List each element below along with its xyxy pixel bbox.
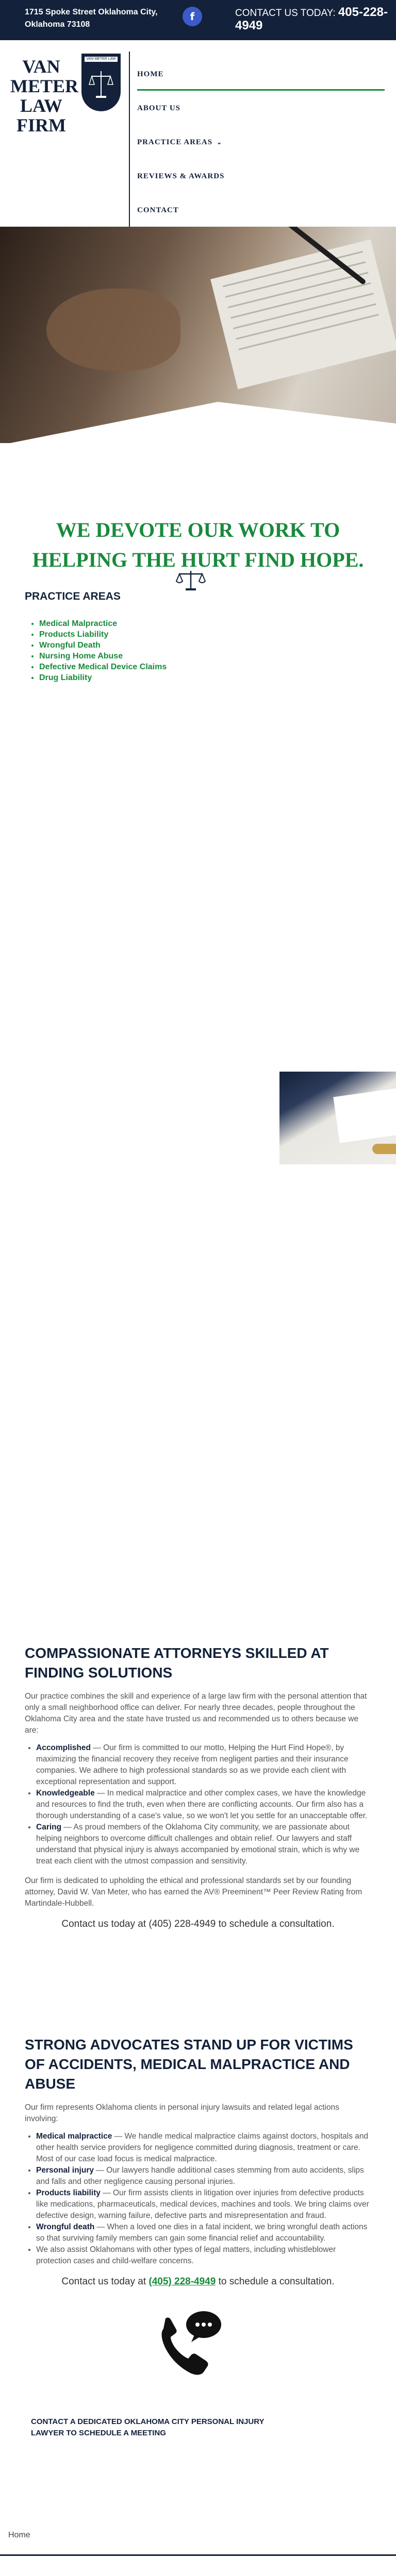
practice-area-item: • Defective Medical Device Claims xyxy=(39,662,256,672)
practice-areas-title: PRACTICE AREAS xyxy=(25,590,121,602)
hero-image xyxy=(0,227,396,443)
practice-area-item: • Wrongful Death xyxy=(39,640,256,651)
header-divider xyxy=(129,52,130,247)
list-item: • Knowledgeable — In medical malpractice and other complex cases, we have the knowledge and resources to find the truth, even when there are conflicting accounts. Our firm also has a thorough understanding of a case's value, so we won't let you settle for an unacceptable offer. xyxy=(36,1788,371,1822)
practice-area-item: • Medical Malpractice xyxy=(39,618,256,629)
section-intro: Our practice combines the skill and experience of a large law firm with the personal attention that only a small neighborhood office can deliver. For nearly three decades, people throughout the Oklahoma City area and the state have trusted us and recommended us to others because we are: xyxy=(25,1692,367,1735)
nav-practice-areas[interactable]: PRACTICE AREAS ⌄ xyxy=(137,138,223,146)
footer-nav-about-us[interactable] xyxy=(0,2568,396,2576)
nav-reviews-awards[interactable]: REVIEWS & AWARDS xyxy=(137,172,225,180)
phone-chat-icon xyxy=(152,2303,229,2380)
practice-area-item: • Drug Liability xyxy=(39,672,256,683)
header-phone-link[interactable]: 405-228-4949 xyxy=(235,5,388,32)
section-intro: Our firm represents Oklahoma clients in personal injury lawsuits and related legal actions involving: xyxy=(25,2103,339,2123)
tagline: WE DEVOTE OUR WORK TO HELPING THE HURT FIND HOPE. xyxy=(32,518,364,571)
header-call xyxy=(235,6,390,33)
section-closing: Our firm is dedicated to upholding the ethical and professional standards set by our founding attorney, David W. Van Meter, who has earned the AV® Preeminent™ Peer Review Rating from Martindale-Hubbell. xyxy=(25,1876,362,1908)
list-item: • Personal injury — Our lawyers handle additional cases stemming from auto accidents, slips and falls and other negligence causing personal injuries. xyxy=(36,2165,371,2188)
list-item: • Accomplished — Our firm is committed to our motto, Helping the Hurt Find Hope®, by maximizing the financial recovery they receive from negligent parties and their insurance companies. We adhere to high professional standards so as we provide each client with exceptional representation and support. xyxy=(36,1742,371,1788)
consultation-photo xyxy=(279,1072,396,1164)
cta-heading: CONTACT A DEDICATED OKLAHOMA CITY PERSONAL INJURY LAWYER TO SCHEDULE A MEETING xyxy=(31,2417,265,2437)
list-item: • Caring — As proud members of the Oklahoma City community, we are passionate about helping neighbors to overcome difficult challenges and obtain relief. Our lawyers and staff understand that physical injury is always accompanied by emotional strain, which is why we treat each client with the utmost compassion and sensitivity. xyxy=(36,1822,371,1867)
chevron-down-icon: ⌄ xyxy=(217,139,223,146)
phone-link[interactable]: (405) 228-4949 xyxy=(148,1919,216,1929)
logo-shield-icon: VAN METER LAW FIRM xyxy=(81,54,121,111)
scales-of-justice-icon xyxy=(175,569,206,591)
nav-contact[interactable]: CONTACT xyxy=(137,206,179,214)
section-bullets xyxy=(36,2131,371,2267)
list-item: • Wrongful death — When a loved one dies in a fatal incident, we bring wrongful death actions so that surviving family members can gain some financial relief and accountability. xyxy=(36,2222,371,2244)
call-label: CONTACT US TODAY: xyxy=(235,8,336,19)
section-compassionate xyxy=(25,1643,371,1930)
practice-areas-list xyxy=(39,618,256,683)
list-item: • We also assist Oklahomans with other types of legal matters, including whistleblower protection cases and child-welfare concerns. xyxy=(36,2244,371,2267)
section-title: STRONG ADVOCATES STAND UP FOR VICTIMS OF ACCIDENTS, MEDICAL MALPRACTICE AND ABUSE xyxy=(25,2037,353,2092)
contact-line: Contact us today at (405) 228-4949 to schedule a consultation. xyxy=(61,1919,335,1929)
phone-link[interactable]: (405) 228-4949 xyxy=(148,2276,216,2287)
header-address: 1715 Spoke Street Oklahoma City, Oklahoma 73108 xyxy=(25,8,158,29)
nav-about-us[interactable]: ABOUT US xyxy=(137,104,180,112)
firm-logo[interactable] xyxy=(10,52,124,144)
contact-line: Contact us today at (405) 228-4949 to schedule a consultation. xyxy=(61,2276,335,2287)
section-advocates xyxy=(25,2035,371,2287)
logo-wordmark: VAN METER LAW FIRM xyxy=(10,56,79,135)
practice-area-item: • Products Liability xyxy=(39,629,256,640)
top-bar xyxy=(0,0,396,40)
section-title: COMPASSIONATE ATTORNEYS SKILLED AT FINDING SOLUTIONS xyxy=(25,1645,329,1681)
practice-area-item: • Nursing Home Abuse xyxy=(39,651,256,662)
nav-home[interactable]: HOME xyxy=(137,57,385,91)
section-bullets xyxy=(36,1742,371,1867)
footer-nav xyxy=(0,2523,396,2576)
list-item: • Medical malpractice — We handle medical malpractice claims against doctors, hospitals and other health service providers for negligence committed during diagnosis, treatment or care. Most of our case load focus is medical malpractice. xyxy=(36,2131,371,2165)
footer-nav-home[interactable]: Home xyxy=(0,2523,396,2556)
list-item: • Products liability — Our firm assists clients in litigation over injuries from defective products like medications, pharmaceuticals, medical devices, machines and tools. We bring claims over defective design, warning failure, defective parts and misrepresentation and fraud. xyxy=(36,2188,371,2222)
facebook-icon[interactable]: f xyxy=(183,7,202,26)
